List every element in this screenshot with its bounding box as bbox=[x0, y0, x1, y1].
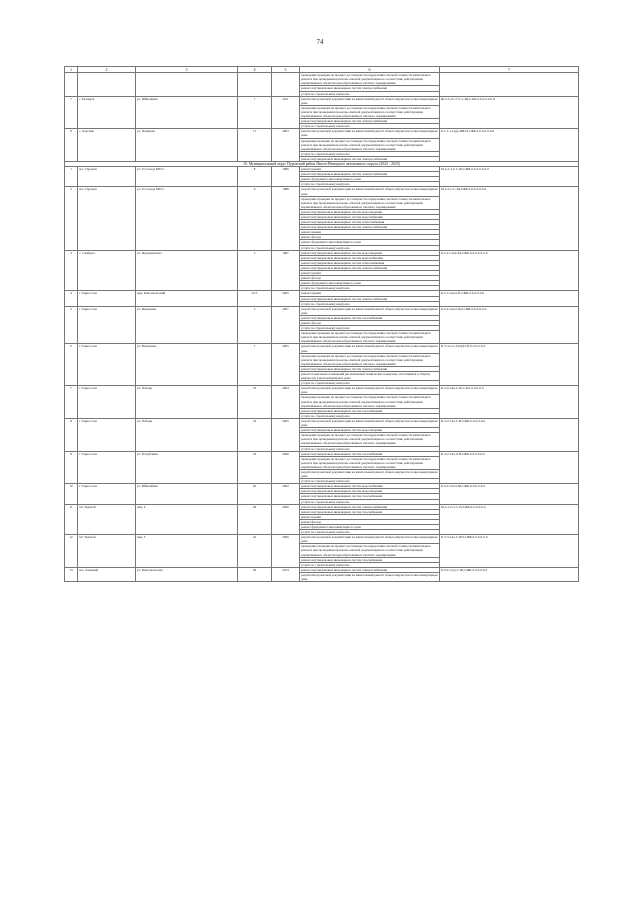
work-type: ремонт крыши bbox=[300, 167, 440, 172]
row-number: 8 bbox=[65, 129, 78, 162]
locality: пос. Пуровск bbox=[78, 187, 136, 250]
row-number: 13 bbox=[65, 567, 78, 581]
row-number: 12 bbox=[65, 535, 78, 568]
section-title: 10. Муниципальный округ Пуровский район Ямало-Ненецкого автономного округа (2023 - 2025) bbox=[65, 161, 579, 166]
work-type: разработка проектной документации на капитальный ремонт общего имущества в многоквартирном доме bbox=[301, 469, 438, 479]
work-type: ремонт фасада bbox=[300, 320, 440, 325]
building-code: П-3-2-Свл-0-Н-СЖБ-0-0-0-0-0-0 bbox=[440, 451, 579, 484]
work-type: проведение проверки на предмет достоверности определения сметной стоимости капитального ремонта при проведении проектно-сметной документации на соответствие действующим нормативным и объектам ценообразования и сметного нормирования bbox=[300, 456, 440, 469]
work-type: проведение проверки на предмет достоверности определения сметной стоимости капитального ремонта при проведении проектно-сметной документации на соответствие действующим нормативным и объектам ценообразования и сметного нормирования bbox=[300, 433, 440, 446]
work-type: ремонт внутридомовых инженерных систем водоснабжения bbox=[300, 215, 440, 220]
locality: г. Тарко-Сале bbox=[78, 386, 136, 419]
work-type: услуги по строительному контролю bbox=[300, 91, 440, 96]
work-type: разработка проектной документации на капитальный ремонт общего имущества в многоквартирном доме bbox=[301, 386, 438, 395]
row-number: 7 bbox=[65, 96, 78, 129]
table-row bbox=[65, 386, 579, 395]
header-cell: 6 bbox=[300, 67, 440, 73]
work-type: ремонт внутридомовых инженерных систем водоснабжения bbox=[300, 484, 440, 489]
locality: пгт Уренгой bbox=[78, 535, 136, 568]
building-code: М-3-1-Сст-С-Н-СЖБ-0-0-0-0-0-0 bbox=[440, 504, 579, 535]
work-type: разработка проектной документации на капитальный ремонт общего имущества в многоквартирном доме bbox=[301, 418, 438, 428]
street: ул. Республики bbox=[136, 451, 238, 484]
table-row bbox=[65, 187, 579, 196]
year: 2006 bbox=[272, 504, 300, 535]
work-type: ремонт внутридомовых инженерных систем электроснабжения bbox=[300, 86, 440, 91]
row-number: 2 bbox=[65, 187, 78, 250]
work-type: ремонт внутридомовых инженерных систем водоснабжения bbox=[300, 255, 440, 260]
work-type: разработка проектной документации на капитальный ремонт общего имущества в многоквартирном доме bbox=[301, 306, 438, 315]
locality: г. Тарко-Сале bbox=[78, 418, 136, 451]
table-row bbox=[65, 129, 579, 138]
locality: г. Тарко-Сале bbox=[78, 306, 136, 344]
repair-program-table bbox=[64, 66, 579, 582]
header-cell: 3 bbox=[136, 67, 238, 73]
work-type: проведение проверки на предмет достоверности определения сметной стоимости капитального ремонта при проведении проектно-сметной документации на соответствие действующим нормативным и объектам ценообразования и сметного нормирования bbox=[300, 105, 440, 118]
work-type: услуги по строительному контролю bbox=[300, 286, 440, 291]
work-type: ремонт внутридомовых инженерных систем электроснабжения bbox=[300, 504, 440, 509]
building-code: Б-1-1-1-Сдер-ПН-Н-СЖБ-0-0-0-0-0-0-0 bbox=[440, 129, 579, 162]
work-type: разработка проектной документации на капитальный ремонт общего имущества в многоквартирном доме bbox=[301, 96, 438, 105]
building-code: П-3-3-Свч-С-ПП-СЖБ-0-0-0-0-0-0 bbox=[440, 535, 579, 568]
building-number: 32 bbox=[238, 386, 272, 419]
building-number: 7 bbox=[238, 96, 272, 129]
street: ул. 25 Съезда КПСС bbox=[136, 167, 238, 187]
locality: пос. Пуровск bbox=[78, 167, 136, 187]
building-number: 22/3 bbox=[238, 291, 272, 306]
street: ул. Победы bbox=[136, 386, 238, 419]
year: 2005 bbox=[272, 291, 300, 306]
row-number: 5 bbox=[65, 306, 78, 344]
building-number: 7 bbox=[238, 344, 272, 386]
work-type: ремонт подвальных помещений (коллективной технических подвалов), относящихся к общему имуществу в многоквартирном доме bbox=[300, 372, 440, 381]
table-row bbox=[65, 96, 579, 105]
work-type: ремонт внутридомовых инженерных систем электроснабжения bbox=[300, 225, 440, 230]
building-code: М-2-2-С-С-Щ-СЖБ-0-0-0-0-0-0-0 bbox=[440, 187, 579, 250]
work-type: ремонт крыши bbox=[300, 514, 440, 519]
row-number: 3 bbox=[65, 250, 78, 291]
table-row bbox=[65, 535, 579, 544]
table-row bbox=[65, 250, 579, 255]
work-type: ремонт внутридомовых инженерных систем электроснабжения bbox=[300, 567, 440, 572]
work-type: услуги по строительному контролю bbox=[300, 562, 440, 567]
work-type: разработка проектной документации на капитальный ремонт общего имущества в многоквартирном доме bbox=[301, 344, 438, 353]
street: ул. 25 Съезда КПСС bbox=[136, 187, 238, 250]
work-type: ремонт фундамента многоквартирного дома bbox=[300, 525, 440, 530]
building-number: 28 bbox=[238, 504, 272, 535]
work-type: ремонт внутридомовых инженерных систем электроснабжения bbox=[300, 296, 440, 301]
building-code bbox=[440, 73, 579, 96]
work-type: проведение проверки на предмет достоверности определения сметной стоимости капитального ремонта при проведении проектно-сметной документации на соответствие действующим нормативным и объектам ценообразования и сметного нормирования bbox=[300, 353, 440, 366]
work-type: услуги по строительному контролю bbox=[300, 245, 440, 250]
work-type: проведение проверки на предмет достоверности определения сметной стоимости капитального ремонта при проведении проектно-сметной документации на соответствие действующим нормативным и объектам ценообразования и сметного нормирования bbox=[300, 196, 440, 209]
building-number: 33 bbox=[238, 451, 272, 484]
work-type: ремонт фасада bbox=[300, 519, 440, 524]
street: ул. Мезенцева bbox=[136, 306, 238, 344]
row-number: 10 bbox=[65, 484, 78, 504]
building-number: 22 bbox=[238, 535, 272, 568]
work-type: ремонт внутридомовых инженерных систем водоотведения bbox=[300, 489, 440, 494]
work-type: услуги по строительному контролю bbox=[300, 530, 440, 535]
building-code: П-2-0-Скв-С-Н-С-Б-0-0-0-0-0-0 bbox=[440, 386, 579, 419]
locality: г. Тарко-Сале bbox=[78, 291, 136, 306]
work-type: услуги по строительному контролю bbox=[300, 413, 440, 418]
building-code: Б-3-1-Свч-0-П-СЖБ-0-0-0-0-0-0 bbox=[440, 291, 579, 306]
table-row bbox=[65, 73, 579, 86]
work-type: услуги по строительному контролю bbox=[300, 381, 440, 386]
work-type: проведение проверки на предмет достоверности определения сметной стоимости капитального ремонта при проведении проектно-сметной документации на соответствие действующим нормативным и объектам ценообразования и сметного нормирования bbox=[300, 331, 440, 344]
year: 2004 bbox=[272, 386, 300, 419]
street: мкр. 5 bbox=[136, 535, 238, 568]
building-code: П-3-2-Свч-С-Н-СЖБ-0-0-0-0-0-0 bbox=[440, 418, 579, 451]
table-row bbox=[65, 484, 579, 489]
work-type: ремонт внутридомовых инженерных систем теплоснабжения bbox=[300, 220, 440, 225]
building-code: М-2-2-3-С-С-Щ-СЖБ-0-0-0-0-0-0-0 bbox=[440, 167, 579, 187]
header-cell: 7 bbox=[440, 67, 579, 73]
work-type: ремонт внутридомовых инженерных систем электроснабжения bbox=[300, 172, 440, 177]
work-type: ремонт внутридомовых инженерных систем электроснабжения bbox=[300, 119, 440, 124]
header-cell: 5 bbox=[272, 67, 300, 73]
year: 2007 bbox=[272, 306, 300, 344]
work-type: ремонт фасада bbox=[300, 235, 440, 240]
building-code: Б-4-2-Свч-0-Щ-СЖБ-0-0-0-0-0-0 bbox=[440, 484, 579, 504]
table-row bbox=[65, 451, 579, 456]
row-number: 8 bbox=[65, 418, 78, 451]
street: мкр. Комсомольский bbox=[136, 291, 238, 306]
street: ул. Юбилейная bbox=[136, 484, 238, 504]
locality: с. Харсаим bbox=[78, 129, 136, 162]
table-row bbox=[65, 344, 579, 353]
building-number: 17 bbox=[238, 129, 272, 162]
building-code: Б-3-2-Сдсу-С-Щ-СЖБ-0-0-0-0-0-0 bbox=[440, 567, 579, 581]
street: ул. Журавлевского bbox=[136, 250, 238, 291]
work-type: проведение проверки на предмет достоверности определения сметной стоимости капитального ремонта при проведении проектно-сметной документации на соответствие действующим нормативным и объектам ценообразования и сметного нормирования bbox=[300, 73, 440, 86]
street bbox=[136, 73, 238, 96]
locality: г. Тарко-Сале bbox=[78, 344, 136, 386]
building-number: 28 bbox=[238, 567, 272, 581]
row-number: 9 bbox=[65, 451, 78, 484]
building-number: 5 bbox=[238, 250, 272, 291]
work-type: ремонт внутридомовых инженерных систем водоотведения bbox=[300, 209, 440, 214]
building-code: Б-2-2-С-Щ-ЛД-СЖБ-0-0-0-0-0-0-0 bbox=[440, 250, 579, 291]
locality: с. Белоярск bbox=[78, 96, 136, 129]
work-type: услуги по строительному контролю bbox=[300, 182, 440, 187]
work-type: услуги по строительному контролю bbox=[300, 301, 440, 306]
street: ул. Мезенцева bbox=[136, 344, 238, 386]
work-type: ремонт внутридомовых инженерных систем электроснабжения bbox=[300, 156, 440, 161]
work-type: разработка проектной документации на капитальный ремонт общего имущества в многоквартирном доме bbox=[301, 129, 438, 138]
work-type: ремонт внутридомовых инженерных систем водоотведения bbox=[300, 428, 440, 433]
work-type: ремонт фундамента многоквартирного дома bbox=[300, 240, 440, 245]
header-cell: 4 bbox=[238, 67, 272, 73]
table-row bbox=[65, 418, 579, 427]
row-number: 4 bbox=[65, 291, 78, 306]
work-type: ремонт внутридомовых инженерных систем газоснабжения bbox=[300, 451, 440, 456]
street: ул. Комсомольская bbox=[136, 567, 238, 581]
building-number: 5 bbox=[238, 306, 272, 344]
page-number: 74 bbox=[316, 38, 324, 46]
street: ул. Победы bbox=[136, 418, 238, 451]
locality: пос. Ханымей bbox=[78, 567, 136, 581]
street: ул. Юбилейная bbox=[136, 96, 238, 129]
work-type: ремонт внутридомовых инженерных систем газоснабжения bbox=[300, 557, 440, 562]
work-type: разработка проектной документации на капитальный ремонт общего имущества в многоквартирном доме bbox=[301, 187, 438, 196]
work-type: проведение проверки на предмет достоверности определения сметной стоимости капитального ремонта при проведении проектно-сметной документации на соответствие действующим нормативным и объектам ценообразования и сметного нормирования bbox=[300, 395, 440, 408]
work-type: ремонт внутридомовых инженерных систем газоснабжения bbox=[300, 408, 440, 413]
locality: пгт Уренгой bbox=[78, 504, 136, 535]
locality: г. Тарко-Сале bbox=[78, 484, 136, 504]
work-type: ремонт внутридомовых инженерных систем теплоснабжения bbox=[300, 260, 440, 265]
locality: с. Самбурга bbox=[78, 250, 136, 291]
year: 2002 bbox=[272, 484, 300, 504]
year bbox=[272, 73, 300, 96]
building-code: Ш-5-3-1Сст+1-С-Щ-С-КБ-0-0-0-0-0-0-8 bbox=[440, 96, 579, 129]
work-type: проведение проверки на предмет достоверности определения сметной стоимости капитального ремонта при проведении проектно-сметной документации на соответствие действующим нормативным и объектам ценообразования и сметного нормирования bbox=[300, 544, 440, 557]
year: 2006 bbox=[272, 535, 300, 568]
year: 2006 bbox=[272, 451, 300, 484]
work-type: ремонт внутридомовых инженерных систем газоснабжения bbox=[300, 509, 440, 514]
work-type: ремонт внутридомовых инженерных систем газоснабжения bbox=[300, 494, 440, 499]
building-number: 9 bbox=[238, 187, 272, 250]
table-row bbox=[65, 306, 579, 315]
year: 2003 bbox=[272, 129, 300, 162]
work-type: ремонт внутридомовых инженерных систем электроснабжения bbox=[300, 366, 440, 371]
header-cell: 1 bbox=[65, 67, 78, 73]
row-number: 1 bbox=[65, 167, 78, 187]
locality bbox=[78, 73, 136, 96]
work-type: ремонт фундамента многоквартирного дома bbox=[300, 177, 440, 182]
year: 2005 bbox=[272, 418, 300, 451]
work-type: разработка проектной документации на капитальный ремонт общего имущества в многоквартирном доме bbox=[301, 572, 438, 582]
work-type: разработка проектной документации на капитальный ремонт общего имущества в многоквартирном доме bbox=[301, 535, 438, 544]
building-number: 8 bbox=[238, 167, 272, 187]
street: мкр. 4 bbox=[136, 504, 238, 535]
work-type: услуги по строительному контролю bbox=[300, 446, 440, 451]
work-type: ремонт крыши bbox=[300, 230, 440, 235]
locality: г. Тарко-Сале bbox=[78, 451, 136, 484]
work-type: услуги по строительному контролю bbox=[300, 479, 440, 484]
work-type: ремонт крыши bbox=[300, 271, 440, 276]
work-type: проведение проверки на предмет достоверности определения сметной стоимости капитального ремонта при проведении проектно-сметной документации на соответствие действующим нормативным и объектам ценообразования и сметного нормирования bbox=[300, 138, 440, 151]
year: 2011 bbox=[272, 96, 300, 129]
table-row bbox=[65, 567, 579, 572]
row-number: 11 bbox=[65, 504, 78, 535]
building-number bbox=[238, 73, 272, 96]
work-type: услуги по строительному контролю bbox=[300, 151, 440, 156]
building-number: 34 bbox=[238, 418, 272, 451]
year: 2014 bbox=[272, 567, 300, 581]
street: ул. Полярная bbox=[136, 129, 238, 162]
row-number bbox=[65, 73, 78, 96]
work-type: услуги по строительному контролю bbox=[300, 499, 440, 504]
year: 1987 bbox=[272, 250, 300, 291]
year: 1986 bbox=[272, 167, 300, 187]
work-type: услуги по строительному контролю bbox=[300, 326, 440, 331]
work-type: ремонт фундамента многоквартирного дома bbox=[300, 281, 440, 286]
building-number: 20 bbox=[238, 484, 272, 504]
row-number: 7 bbox=[65, 386, 78, 419]
building-code: Б-4-2-Свч-0-ПД-СЖБ-0-0-0-0-0-0 bbox=[440, 306, 579, 344]
row-number: 6 bbox=[65, 344, 78, 386]
work-type: услуги по строительному контролю bbox=[300, 124, 440, 129]
year: 2005 bbox=[272, 344, 300, 386]
table-row bbox=[65, 504, 579, 509]
work-type: ремонт фасада bbox=[300, 276, 440, 281]
work-type: ремонт внутридомовых инженерных систем газоснабжения bbox=[300, 315, 440, 320]
year: 1988 bbox=[272, 187, 300, 250]
building-code: П-5-4-Сст-0-ЩД-СП-0-0-0-0-0-0 bbox=[440, 344, 579, 386]
work-type: ремонт крыши bbox=[300, 291, 440, 296]
header-cell: 2 bbox=[78, 67, 136, 73]
work-type: ремонт внутридомовых инженерных систем электроснабжения bbox=[300, 265, 440, 270]
work-type: ремонт внутридомовых инженерных систем водоотведения bbox=[300, 250, 440, 255]
